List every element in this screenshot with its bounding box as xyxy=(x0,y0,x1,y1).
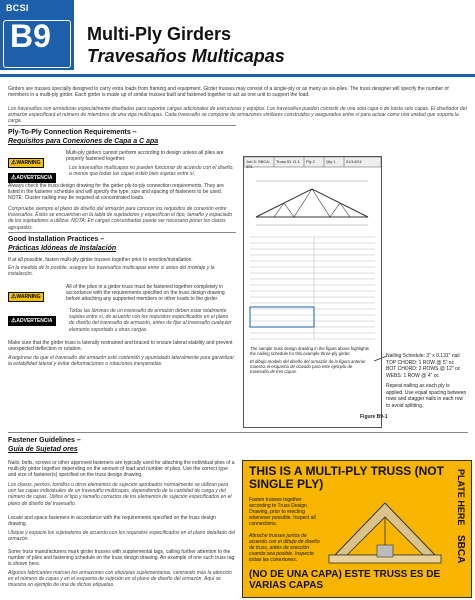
section2-warning-text: All of the plies in a girder truss must be fastened together completely in accordance with the requirements specified on the truss design drawing before attaching any supported members or other loads to the girder. xyxy=(66,284,225,303)
section2-p1-es: En la medida de lo posible, asegure los travesaños multicapas entre sí antes del montaje y la instalación. xyxy=(8,265,215,278)
warning-triangle-icon: ⚠ xyxy=(11,318,17,324)
section3-p1-es: Los clavos, pernos, tornillos u otros elementos de sujeción aprobados normalmente se utilizan para unir las capas individuales de un travesaño multicapas, dependiendo de la cantidad de carga y del número de capas. Utilice el tipo y tamaño correctos de los elementos de sujeción especificados en el plano de diseño del travesaño. xyxy=(8,482,232,507)
intro-en: Girders are trusses specially designed to carry extra loads from framing and equipment. Girder trusses may consist of a single-ply or as many as six-plies. The truss designer will specify the number of members in a multi-ply girder. Each girder is made up of similar trusses built and fastened together to act as one unit to support the load. xyxy=(8,86,449,99)
figure-label: Figure B9-1 xyxy=(360,414,388,420)
truss-design-drawing xyxy=(243,156,382,428)
section1-p1-es: Compruebe siempre el plano de diseño del armazón para conocer los requisitos de conexión entre travesaños. Éstos se encuentran en la tabla de sujetadores y especifican el tipo, tamaño y espaciado de los sujetadores a utilizar. NOTA: En cargas concentradas puede ser necesario poner los clavos agrupados. xyxy=(8,206,233,231)
figure-caption-en: The sample truss design drawing in the figure above highlights the nailing schedule for this example three-ply girder. xyxy=(250,346,369,357)
advertencia-badge: ⚠ADVERTENCIA xyxy=(8,166,66,184)
section2-adv-text: Todas las láminas de un travesaño de armazón deben estar totalmente sujetas entre sí, de acuerdo con los requisitos especificados en el plano de diseño del travesaño de armazón, antes de fijar al travesaño cualquier elemento soportado u otras cargas. xyxy=(69,308,232,333)
tag-plate-here: PLATE HERE xyxy=(456,469,466,526)
divider xyxy=(8,432,468,433)
drawing-cell: Job 5: SBCA-301 xyxy=(246,159,271,169)
warning-badge: ⚠WARNING xyxy=(8,285,63,303)
section2-p2-es: Asegúrese de que el travesaño del armazón esté contenido y apuntalado lateralmente para garantizar la estabilidad lateral y evitar deformaciones o rotaciones inesperadas. xyxy=(8,355,234,368)
warning-badge: ⚠WARNING xyxy=(8,151,63,169)
section3-heading-es: Guía de Sujetad ores xyxy=(8,446,78,453)
drawing-cell: Truss ID: G-1 xyxy=(276,159,300,164)
tag-title: THIS IS A MULTI-PLY TRUSS (NOT SINGLE PLY) xyxy=(249,464,444,491)
truss-joint-illustration xyxy=(325,495,443,567)
section3-p3-en: Some truss manufacturers mark girder trusses with supplemental tags, calling further attention to the number of plies and fastening schedule on the truss design drawing. An example of one such truss tag is shown here. xyxy=(8,549,235,568)
section2-heading-es: Prácticas Idóneas de Instalación xyxy=(8,245,117,252)
section3-p2-en: Locate and space fasteners in accordance with the requirements specified on the truss design drawing. xyxy=(8,515,216,528)
nailing-schedule xyxy=(386,353,468,409)
nailing-schedule-title: Nailing Schedule: 3" x 0.131" nail xyxy=(386,353,460,359)
header-rule xyxy=(0,74,475,77)
drawing-cell: Qty 1 xyxy=(326,159,336,164)
section1-p1-en: Always check the truss design drawing for the girder ply-to-ply connection requirements. They are listed in the fastener schedule and will specify the type, size and spacing of fasteners to be used. NOTE: Cluster nailing may be required at concentrated loads. xyxy=(8,183,224,202)
section2-p1-en: If at all possible, fasten multi-ply girder trusses together prior to erection/installation. xyxy=(8,257,193,263)
org-label: BCSI xyxy=(6,3,29,13)
section1-warning-text: Multi-ply girders cannot perform according to design unless all plies are properly fastened together. xyxy=(66,150,224,163)
tag-body-es: Abroche trusses juntos de acuerdo con el dibujo de diseño de truss, antes de erección cuando sea posible. Inspecte todas las conexiones. xyxy=(249,533,320,563)
truss-drawing-graphic xyxy=(244,157,381,427)
drawing-cell: 01/14/24 xyxy=(346,159,362,164)
callout-arrow xyxy=(372,353,388,367)
drawing-cell: Ply 2 xyxy=(306,159,315,164)
tag-logo: SBCA xyxy=(455,535,466,564)
figure-caption xyxy=(250,346,372,374)
tag-bottom-text: (NO DE UNA CAPA) ESTE TRUSS ES DE VARIAS CAPAS xyxy=(249,569,441,591)
divider xyxy=(8,125,236,126)
nailing-top-chord: TOP CHORD: 1 ROW @ 5" oc xyxy=(386,359,455,366)
divider xyxy=(8,232,236,233)
section1-adv-text: Los travesaños multicapas no pueden funcionar de acuerdo con el diseño, a menos que todas las capas estén bien sujetas entre sí. xyxy=(69,165,234,178)
multi-ply-truss-tag xyxy=(242,460,472,598)
section1-heading-es: Requisitos para Conexiones de Capa a C apa xyxy=(8,138,159,145)
section1-heading: Ply-To-Ply Connection Requirements – xyxy=(8,129,137,136)
nailing-note: Repeat nailing as each ply is applied. Use equal spacing between rows and stagger nails in each row to avoid splitting. xyxy=(386,383,467,409)
section2-p2-en: Make sure that the girder truss is laterally restrained and braced to ensure lateral stability and prevent unexpected deflection or rotation. xyxy=(8,340,233,353)
figure-caption-es: El dibujo modelo del diseño del armazón de la figura anterior muestra el esquema de clavado para este ejemplo de travesaño de tres capas. xyxy=(250,358,366,375)
nailing-bot-chord: BOT CHORD: 2 ROWS @ 12" oc xyxy=(386,366,461,372)
intro-es: Los travesaños son armaduras especialmente diseñadas para soportar cargas adicionales de estructuras y equipos. Los travesaños pueden consistir de una sola capa o de hasta seis capas. El diseñador del armazón especificará el número de miembros de una viga multicapas. Cada travesaño se compone de armazones similares construidos y asegurados entre sí para actuar como una unidad que soporta la carga. xyxy=(8,106,467,125)
section3-p3-es: Algunos fabricantes marcan los armazones con etiquetas suplementarias, centrando más la atención en el número de capas y en el esquema de sujeción en el plano de diseño del armazón. Aquí se muestra un ejemplo de una de dichas etiquetas. xyxy=(8,570,232,589)
section-code: B9 xyxy=(10,18,51,54)
page-title-es: Travesaños Multicapas xyxy=(87,46,285,66)
warning-triangle-icon: ⚠ xyxy=(11,294,17,300)
advertencia-badge: ⚠ADVERTENCIA xyxy=(8,309,66,327)
page-title: Multi-Ply Girders xyxy=(87,24,232,44)
section3-heading: Fastener Guidelines – xyxy=(8,437,81,444)
nailing-webs: WEBS: 1 ROW @ 4" oc xyxy=(386,372,439,379)
warning-triangle-icon: ⚠ xyxy=(11,175,17,181)
section2-heading: Good Installation Practices – xyxy=(8,236,105,243)
warning-triangle-icon: ⚠ xyxy=(11,160,17,166)
section3-p1-en: Nails, bolts, screws or other approved fasteners are typically used for attaching the individual plies of a multi-ply girder together depending on the amount of load and number of plies. Use the correct type and size of fastener(s) specified on the truss design drawing. xyxy=(8,460,235,479)
section3-p2-es: Ubique y espacie los sujetadores de acuerdo con los requisitos especificados en el plano detallado del armazón. xyxy=(8,530,236,543)
tag-body-en: Fasten trusses together according to Truss Design Drawing, prior to erecting whenever possible. Inspect all connections. xyxy=(249,497,316,527)
